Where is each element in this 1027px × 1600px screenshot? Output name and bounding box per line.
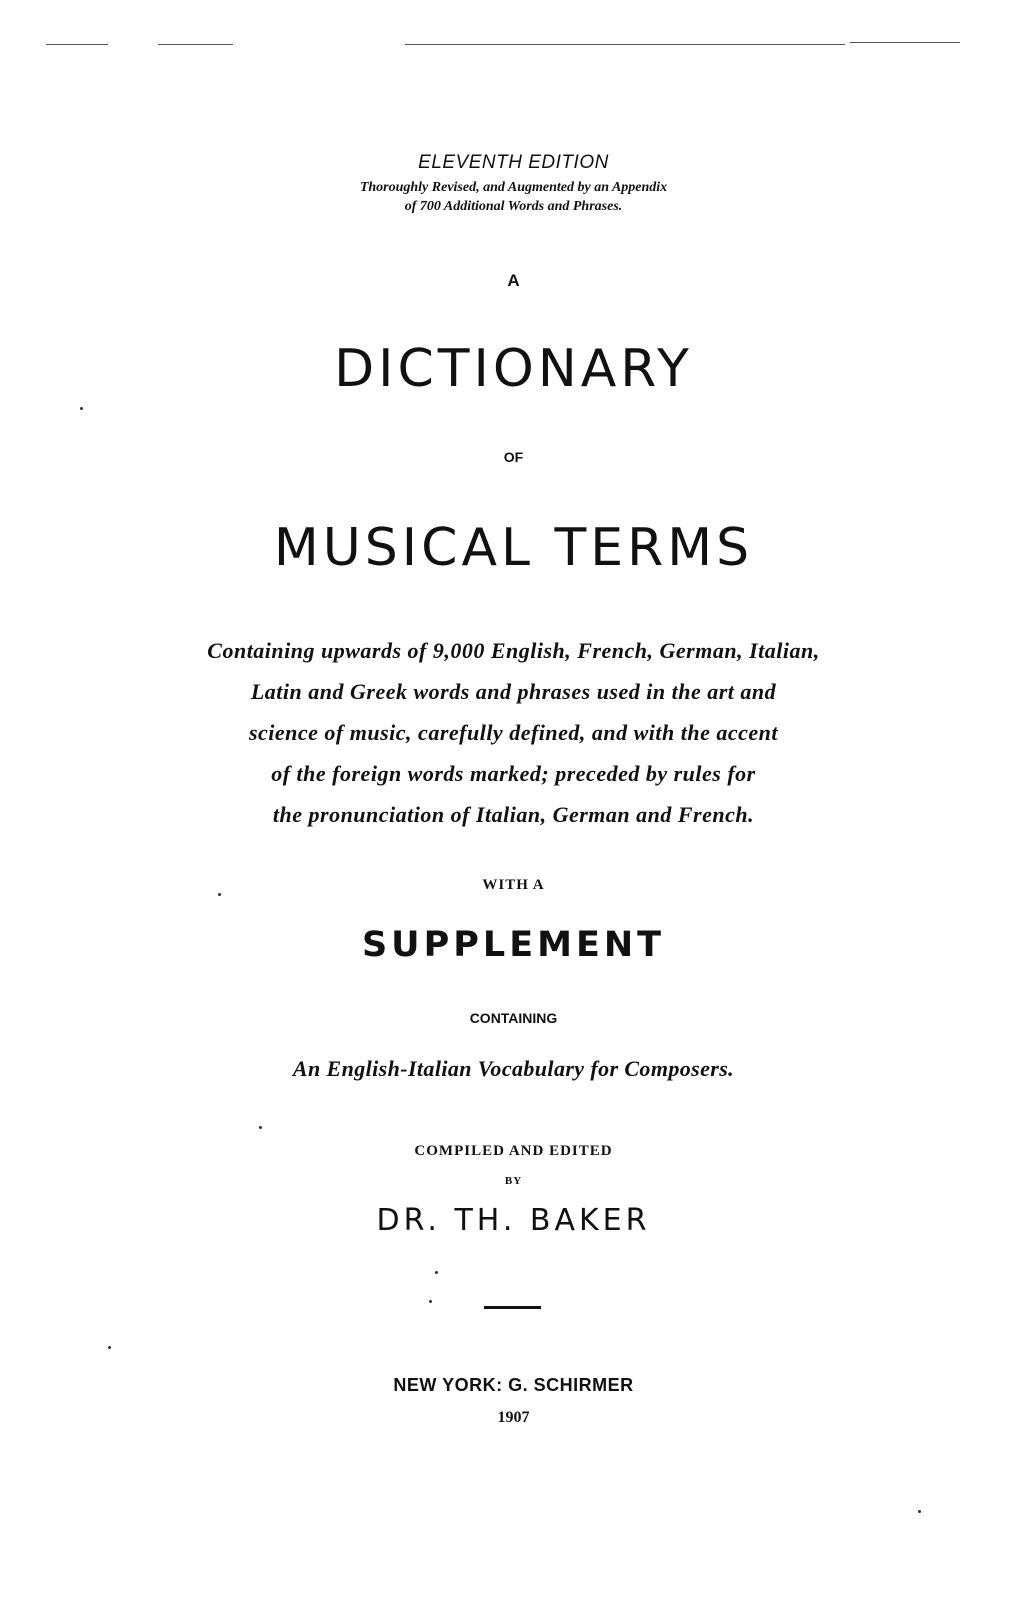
title-connector: OF [503, 449, 524, 465]
description-line: Containing upwards of 9,000 English, French, German, Italian, [207, 638, 820, 663]
description-line: the pronunciation of Italian, German and French. [272, 802, 755, 827]
description-line: science of music, carefully defined, and with the accent [248, 720, 779, 745]
vocabulary-line: An English-Italian Vocabulary for Composers. [292, 1056, 735, 1081]
author-name: DR. TH. BAKER [376, 1203, 651, 1238]
edition-note-line: of 700 Additional Words and Phrases. [404, 199, 623, 214]
title-article: A [507, 271, 520, 290]
containing-label: CONTAINING [469, 1010, 558, 1026]
page-subtitle: MUSICAL TERMS [273, 518, 754, 578]
divider-rule [484, 1306, 541, 1309]
description-line: Latin and Greek words and phrases used in the art and [250, 679, 777, 704]
edition-line: ELEVENTH EDITION [418, 152, 609, 173]
by-label: BY [504, 1175, 523, 1187]
with-a-label: WITH A [482, 877, 545, 893]
scan-artifact-line [158, 44, 233, 45]
scan-speck [429, 1300, 432, 1303]
publisher-line: NEW YORK: G. SCHIRMER [393, 1375, 634, 1395]
publication-year: 1907 [497, 1409, 530, 1426]
supplement-heading: SUPPLEMENT [361, 925, 666, 965]
description-line: of the foreign words marked; preceded by rules for [271, 761, 756, 786]
scan-artifact-line [46, 44, 108, 45]
edition-note [0, 178, 1027, 216]
scan-speck [80, 407, 83, 410]
scan-speck [435, 1271, 438, 1274]
scan-speck [259, 1126, 262, 1129]
scan-speck [918, 1510, 921, 1513]
page-title: DICTIONARY [334, 339, 693, 399]
scan-speck [108, 1346, 111, 1349]
edition-note-line: Thoroughly Revised, and Augmented by an Appendix [359, 180, 668, 195]
scan-artifact-line [405, 44, 845, 45]
description-block [0, 630, 1027, 835]
compiled-label: COMPILED AND EDITED [414, 1143, 613, 1159]
scan-artifact-line [850, 42, 960, 43]
